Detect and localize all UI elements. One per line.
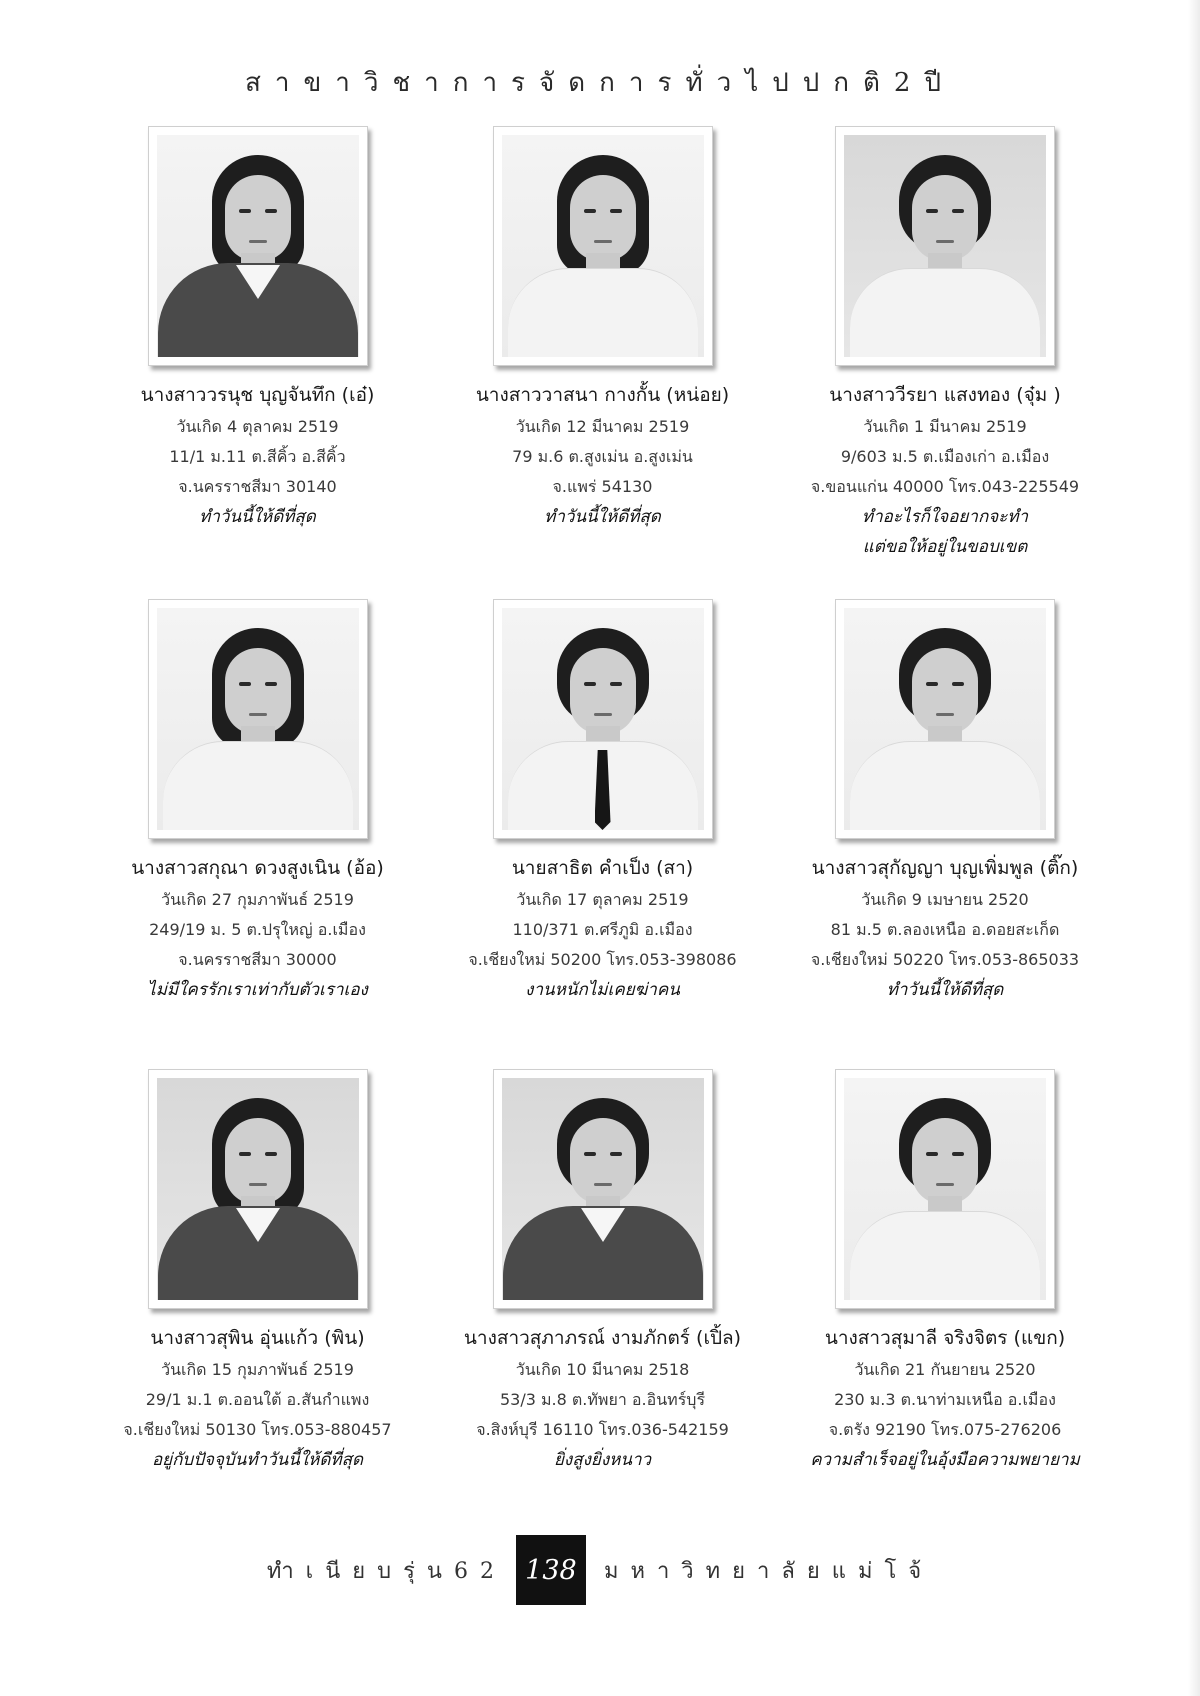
profile-motto: งานหนักไม่เคยฆ่าคน [525,980,680,1000]
profile-address-line-2: จ.ตรัง 92190 โทร.075-276206 [828,1420,1062,1439]
profile-name: นางสาววาสนา กางกั้น (หน่อย) [475,384,730,406]
profile-motto: ไม่มีใครรักเราเท่ากับตัวเราเอง [147,980,368,1000]
profile-motto: ทำวันนี้ให้ดีที่สุด [886,980,1004,1000]
profile-motto: ทำอะไรก็ใจอยากจะทำ [861,507,1029,527]
profile-address-line-2: จ.ขอนแก่น 40000 โทร.043-225549 [810,477,1080,496]
profile-birth-date: วันเกิด 9 เมษายน 2520 [861,890,1029,909]
profile-card [85,126,430,599]
profile-birth-date: วันเกิด 12 มีนาคม 2519 [515,417,690,436]
profile-address-line-1: 81 ม.5 ต.ลองเหนือ อ.ดอยสะเก็ด [830,920,1060,939]
profile-photo [148,126,368,366]
profile-address-line-1: 110/371 ต.ศรีภูมิ อ.เมือง [512,920,693,939]
profile-name: นางสาวสุกัญญา บุญเพิ่มพูล (ติ๊ก) [811,857,1079,879]
profile-photo [148,599,368,839]
profile-photo [148,1069,368,1309]
profile-address-line-1: 11/1 ม.11 ต.สีคิ้ว อ.สีคิ้ว [169,447,346,466]
profile-address-line-2: จ.แพร่ 54130 [552,477,653,496]
profile-birth-date: วันเกิด 1 มีนาคม 2519 [863,417,1027,436]
profile-card [430,126,775,599]
profile-address-line-2: จ.นครราชสีมา 30140 [178,477,337,496]
profile-card [775,599,1115,1069]
profile-card [775,126,1115,599]
profile-photo [835,1069,1055,1309]
profile-photo [835,126,1055,366]
profile-motto: ยิ่งสูงยิ่งหนาว [553,1450,652,1470]
profile-address-line-2: จ.เชียงใหม่ 50130 โทร.053-880457 [123,1420,392,1439]
page-title: สาขาวิชาการจัดการทั่วไปปกติ2ปี [245,68,955,98]
profile-name: นางสาวสุมาลี จริงจิตร (แขก) [824,1327,1066,1349]
profile-card [85,1069,430,1476]
page-number: 138 [516,1535,586,1605]
profile-address-line-2: จ.นครราชสีมา 30000 [178,950,337,969]
profile-address-line-1: 79 ม.6 ต.สูงเม่น อ.สูงเม่น [512,447,693,466]
profile-photo [493,599,713,839]
profile-birth-date: วันเกิด 15 กุมภาพันธ์ 2519 [161,1360,354,1379]
profile-name: นางสาวสุภาภรณ์ งามภักตร์ (เปิ้ล) [463,1327,742,1349]
profile-birth-date: วันเกิด 17 ตุลาคม 2519 [516,890,689,909]
profile-motto-line-2: แต่ขอให้อยู่ในขอบเขต [862,537,1028,557]
footer-yearbook-label: ทำเนียบรุ่น62 [266,1558,506,1584]
profile-grid [85,126,1115,1476]
profile-photo [493,1069,713,1309]
profile-photo [835,599,1055,839]
profile-card [775,1069,1115,1476]
profile-birth-date: วันเกิด 10 มีนาคม 2518 [515,1360,690,1379]
profile-motto: ทำวันนี้ให้ดีที่สุด [544,507,661,527]
profile-address-line-1: 29/1 ม.1 ต.ออนใต้ อ.สันกำแพง [145,1390,370,1409]
profile-motto: ความสำเร็จอยู่ในอุ้งมือความพยายาม [810,1450,1080,1470]
profile-birth-date: วันเกิด 21 กันยายน 2520 [854,1360,1036,1379]
profile-address-line-2: จ.เชียงใหม่ 50200 โทร.053-398086 [468,950,737,969]
footer-university-label: มหาวิทยาลัยแม่โจ้ [603,1558,934,1584]
page-footer [0,1534,1200,1606]
profile-motto: ทำวันนี้ให้ดีที่สุด [199,507,316,527]
profile-name: นายสาธิต คำเป็ง (สา) [511,857,694,879]
profile-card [430,599,775,1069]
profile-name: นางสาวสกุณา ดวงสูงเนิน (อ้อ) [131,857,384,879]
profile-name: นางสาววรนุช บุญจันทึก (เอ๋) [140,384,375,406]
profile-address-line-1: 249/19 ม. 5 ต.ปรุใหญ่ อ.เมือง [149,920,366,939]
profile-address-line-1: 230 ม.3 ต.นาท่ามเหนือ อ.เมือง [834,1390,1056,1409]
profile-address-line-2: จ.เชียงใหม่ 50220 โทร.053-865033 [810,950,1080,969]
profile-birth-date: วันเกิด 27 กุมภาพันธ์ 2519 [161,890,354,909]
profile-name: นางสาวสุพิน อุ่นแก้ว (พิน) [150,1327,365,1349]
profile-address-line-2: จ.สิงห์บุรี 16110 โทร.036-542159 [476,1420,729,1439]
profile-birth-date: วันเกิด 4 ตุลาคม 2519 [176,417,339,436]
profile-motto: อยู่กับปัจจุบันทำวันนี้ให้ดีที่สุด [151,1450,364,1470]
profile-name: นางสาววีรยา แสงทอง (จุ๋ม ) [829,384,1061,406]
profile-card [430,1069,775,1476]
profile-photo [493,126,713,366]
profile-card [85,599,430,1069]
profile-address-line-1: 53/3 ม.8 ต.ทัพยา อ.อินทร์บุรี [499,1390,706,1409]
profile-address-line-1: 9/603 ม.5 ต.เมืองเก่า อ.เมือง [840,447,1050,466]
page-edge-shadow [1188,0,1200,1696]
